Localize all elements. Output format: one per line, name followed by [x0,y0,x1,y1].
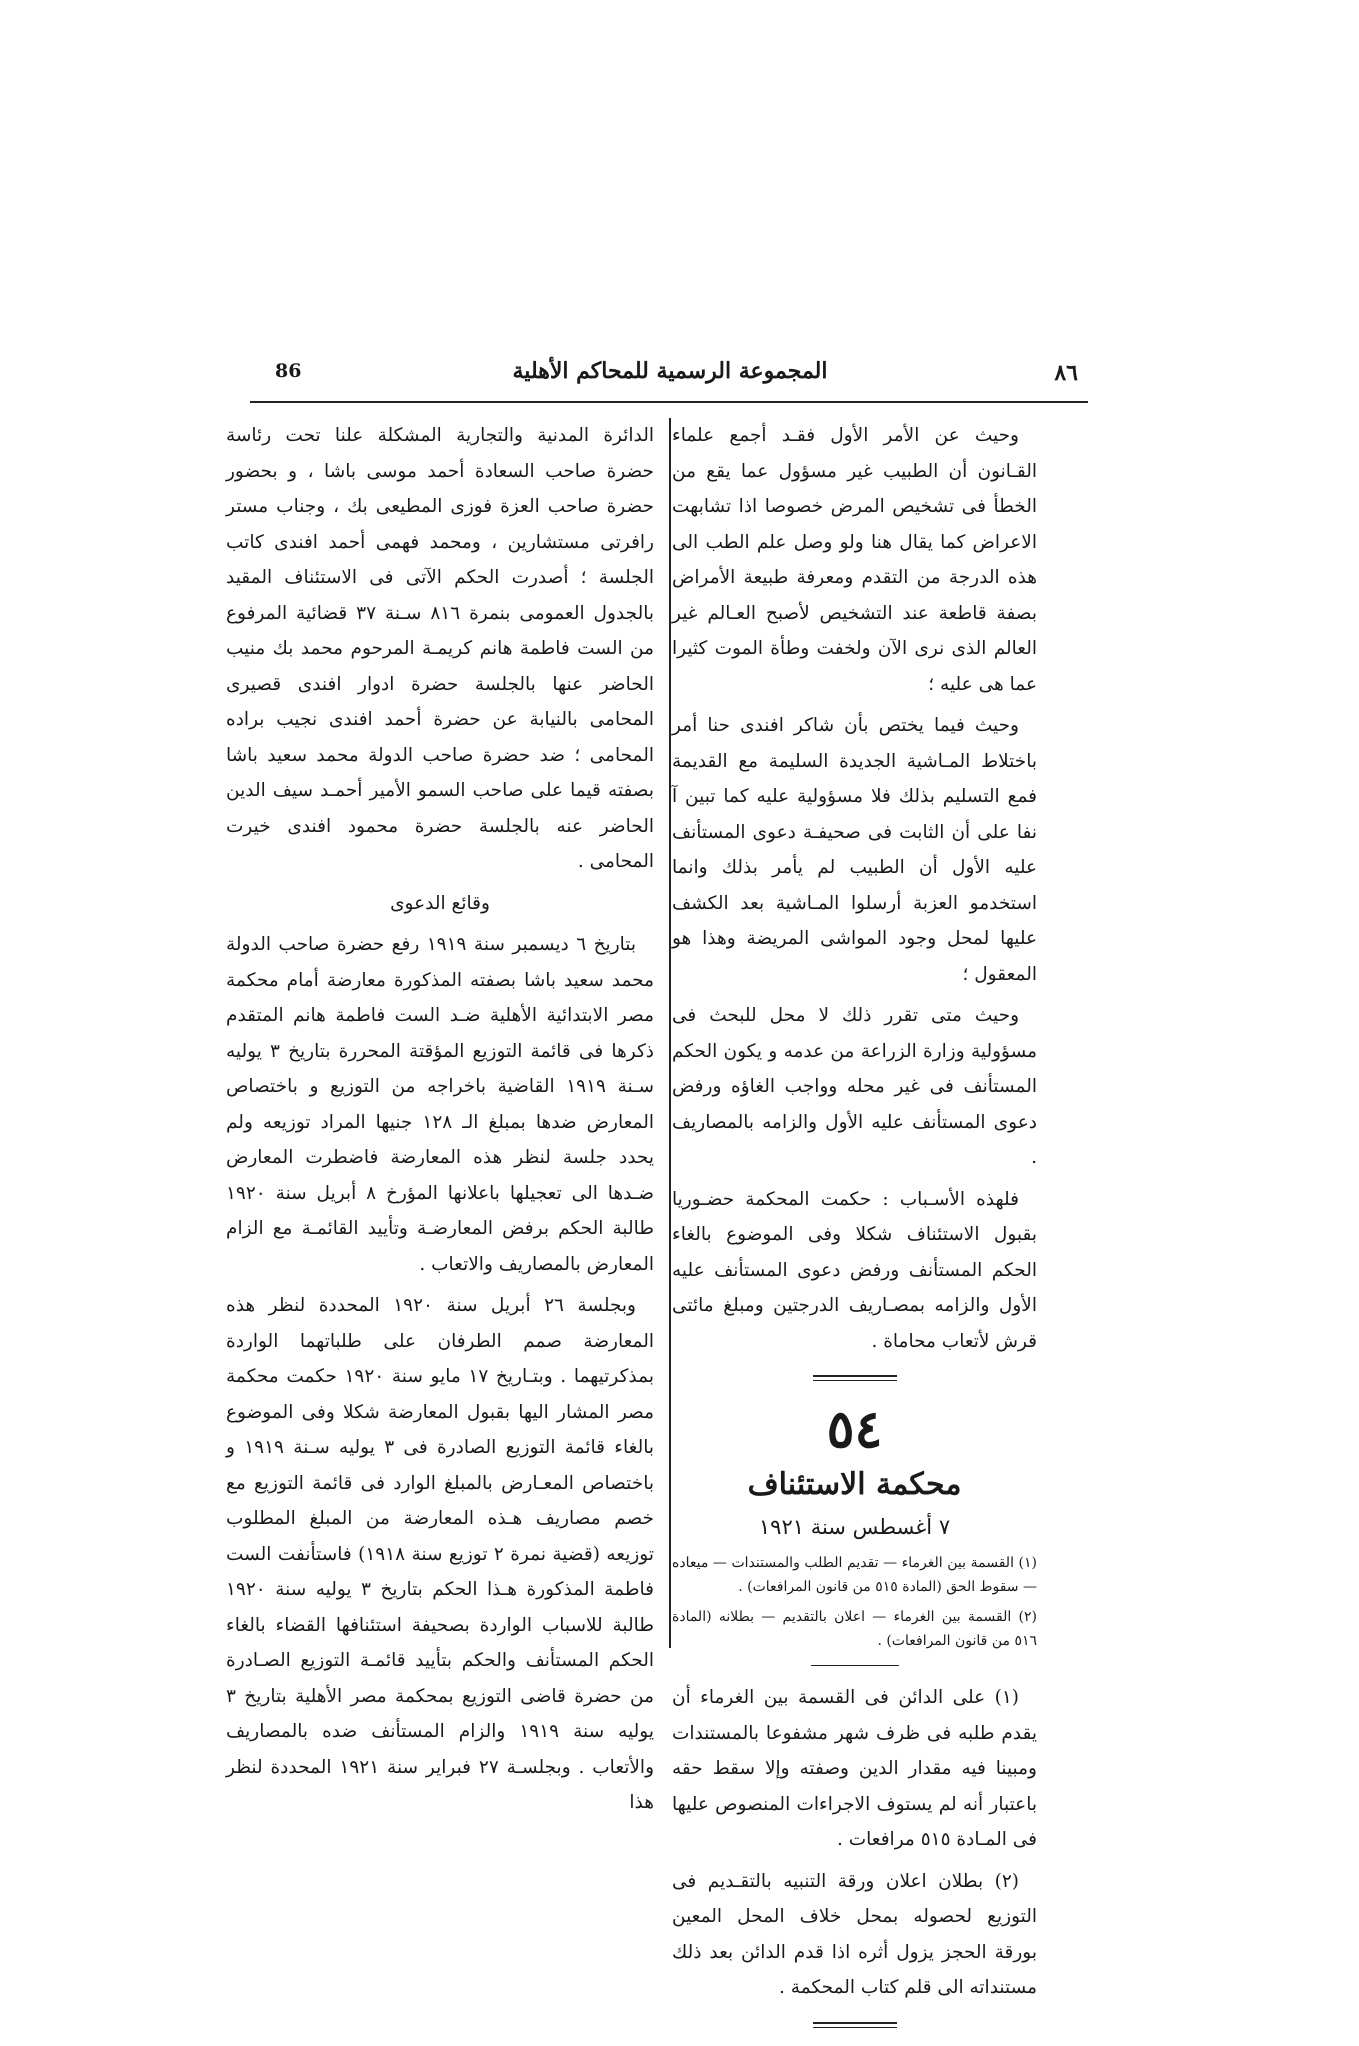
page-number-arabic: ٨٦ [1054,360,1078,386]
left-column [226,418,654,1827]
header-rule [250,401,1088,403]
case-number: ٥٤ [826,1399,883,1460]
section-heading: وقائع الدعوى [390,892,490,914]
end-separator [813,2022,897,2028]
paragraph: وبجلسة ٢٦ أبريل سنة ١٩٢٠ المحددة لنظر هذه المعارضة صمم الطرفان على طلباتهما الواردة بمذكرتيهما . وبتـاريخ ١٧ مايو سنة ١٩٢٠ حكمت محكمة مصر المشار اليها بقبول المعارضة شكلا وفى الموضوع بالغاء قائمة التوزيع الصادرة فى ٣ يوليه سـنة ١٩١٩ و باختصاص المعـارض بالمبلغ الوارد فى قائمة التوزيع مع خصم مصاريف هـذه المعارضة من المبلغ المطلوب توزيعه (قضية نمرة ٢ توزيع سنة ١٩١٨) فاستأنفت الست فاطمة المذكورة هـذا الحكم بتاريخ ٣ يوليه سنة ١٩٢٠ طالبة للاسباب الواردة بصحيفة استئنافها القضاء بالغاء الحكم المستأنف والحكم بتأييد قائمـة التوزيع الصـادرة من حضرة قاضى التوزيع بمحكمة مصر الأهلية بتاريخ ٣ يوليه سنة ١٩١٩ والزام المستأنف ضده بالمصاريف والأتعاب . وبجلسـة ٢٧ فبراير سنة ١٩٢١ المحددة لنظر هذا [226,1295,655,1813]
page-header [250,358,1090,402]
paragraph: وحيث فيما يختص بأن شاكر افندى حنا أمر باختلاط المـاشية الجديدة السليمة مع القديمة فمع التسليم بذلك فلا مسؤولية عليه كما تبين آ نفا على أن الثابت فى صحيفـة دعوى المستأنف عليه الأول أن الطبيب لم يأمر بذلك وانما استخدمو العزبة أرسلوا المـاشية بعد الكشف عليها لمحل وجود المواشى المريضة وهذا هو المعقول ؛ [672,715,1037,985]
case-summary: (٢) القسمة بين الغرماء — اعلان بالتقديم — بطلانه (المادة ٥١٦ من قانون المرافعات) . [672,1609,1037,1649]
running-title: المجموعة الرسمية للمحاكم الأهلية [512,358,828,384]
column-divider [669,418,671,1648]
court-name: محكمة الاستئناف [747,1467,962,1502]
case-date: ٧ أغسطس سنة ١٩٢١ [758,1515,951,1539]
paragraph: بتاريخ ٦ ديسمبر سنة ١٩١٩ رفع حضرة صاحب الدولة محمد سعيد باشا بصفته المذكورة معارضة أمام محكمة مصر الابتدائية الأهلية ضـد الست فاطمة هانم المتقدم ذكرها فى قائمة التوزيع المؤقتة المحررة بتاريخ ٣ يوليه سـنة ١٩١٩ القاضية باخراجه من التوزيع و باختصاص المعارض ضدها بمبلغ الـ ١٢٨ جنيها المراد توزيعه ولم يحدد جلسة لنظر هذه المعارضة فاضطرت المعارض ضـدها الى تعجيلها باعلانها المؤرخ ٨ أبريل سنة ١٩٢٠ طالبة الحكم برفض المعارضـة وتأييد القائمـة مع الزام المعارض بالمصاريف والاتعاب . [226,934,654,1275]
right-column [672,418,1037,2046]
case-summary: (١) القسمة بين الغرماء — تقديم الطلب والمستندات — ميعاده — سقوط الحق (المادة ٥١٥ من قانون المرافعات) . [672,1555,1037,1595]
court-composition: الدائرة المدنية والتجارية المشكلة علنا تحت رئاسة حضرة صاحب السعادة أحمد موسى باشا ، و بحضور حضرة صاحب العزة فوزى المطيعى بك ، وجناب مستر رافرتى مستشارين ، ومحمد فهمى أحمد افندى كاتب الجلسة ؛ أصدرت الحكم الآتى فى الاستئناف المقيد بالجدول العمومى بنمرة ٨١٦ سـنة ٣٧ قضائية المرفوع من الست فاطمة هانم كريمـة المرحوم محمد بك منيب الحاضر عنها بالجلسة حضرة ادوار افندى قصيرى المحامى بالنيابة عن حضرة أحمد افندى نجيب براده المحامى ؛ ضد حضرة صاحب الدولة محمد سعيد باشا بصفته قيما على صاحب السمو الأمير أحمـد سيف الدين الحاضر عنه بالجلسة حضرة محمود افندى خيرت المحامى . [226,425,654,872]
legal-principle: (١) على الدائن فى القسمة بين الغرماء أن يقدم طلبه فى ظرف شهر مشفوعا بالمستندات ومبينا فيه مقدار الدين وصفته وإلا سقط حقه باعتبار أنه لم يستوف الاجراءات المنصوص عليها فى المـادة ٥١٥ مرافعات . [672,1687,1037,1850]
summary-separator [811,1665,899,1666]
paragraph: وحيث عن الأمر الأول فقـد أجمع علماء القـانون أن الطبيب غير مسؤول عما يقع من الخطأ فى تشخيص المرض خصوصا اذا تشابهت الاعراض كما يقال هنا ولو وصل علم الطب الى هذه الدرجة من التقدم ومعرفة طبيعة الأمراض بصفة قاطعة عند التشخيص لأصبح العـالم غير العالم الذى نرى الآن ولخفت وطأة الموت كثيرا عما هى عليه ؛ [672,425,1037,695]
paragraph: فلهذه الأسـباب : حكمت المحكمة حضـوريا بقبول الاستئناف شكلا وفى الموضوع بالغاء الحكم المستأنف ورفض دعوى المستأنف عليه الأول والزامه بمصـاريف الدرجتين ومبلغ مائتى قرش لأتعاب محاماة . [672,1188,1037,1352]
page-number-latin: 86 [275,360,302,382]
paragraph: وحيث متى تقرر ذلك لا محل للبحث فى مسؤولية وزارة الزراعة من عدمه و يكون الحكم المستأنف فى غير محله وواجب الغاؤه ورفض دعوى المستأنف عليه الأول والزامه بالمصاريف . [672,1005,1037,1168]
legal-principle: (٢) بطلان اعلان ورقة التنبيه بالتقـديم فى التوزيع لحصوله بمحل خلاف المحل المعين بورقة الحجز يزول أثره اذا قدم الدائن بعد ذلك مستنداته الى قلم كتاب المحكمة . [672,1870,1037,1998]
section-separator [813,1375,897,1381]
